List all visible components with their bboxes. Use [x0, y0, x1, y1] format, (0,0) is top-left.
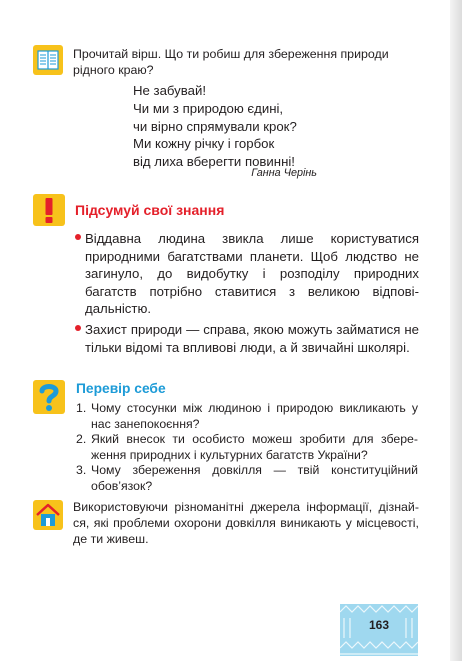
book-icon: [33, 45, 63, 75]
question-item: [76, 432, 418, 463]
summary-point: [75, 321, 419, 374]
poem-line: від лиха вберегти повинні!: [133, 154, 295, 170]
page-edge: [450, 0, 462, 661]
question-number: 2.: [76, 432, 87, 447]
summary-point: [75, 230, 419, 318]
bullet-icon: [75, 325, 81, 331]
summary-point-text: Захист природи — справа, якою можуть займатися не тільки відомі та впливові люди, а й звичайні школярі.: [85, 322, 419, 355]
question-number: 3.: [76, 463, 87, 478]
question-number: 1.: [76, 401, 87, 415]
reading-instruction: Прочитай вірш. Що ти робиш для збереження природи рідного краю?: [73, 47, 389, 77]
check-questions: [76, 401, 418, 495]
check-heading: Перевір себе: [76, 381, 166, 396]
poem-author: Ганна Черінь: [251, 167, 317, 179]
question-item: [76, 463, 418, 494]
bullet-icon: [75, 234, 81, 240]
page-number: 163: [368, 618, 390, 632]
summary-point-text: Віддавна людина звикла лише користуватися природними багатствами планети. Щоб людство не загинуло, до видобутку і розподілу природних багатств потрібно ставитися з великою відповідальністю.: [85, 231, 419, 317]
project-task: Використовуючи різноманітні джерела інформації, дізнайся, які проблеми охорони довкілля виникають у місцевості, де ти живеш.: [73, 500, 419, 546]
question-text: Який внесок ти особисто можеш зробити для збереження природних і культурних багатств України?: [91, 432, 418, 462]
question-text: Чому стосунки між людиною і природою викликають у нас занепокоєння?: [91, 401, 418, 431]
exclamation-icon: [33, 194, 65, 226]
poem-line: Ми кожну річку і горбок: [133, 136, 275, 152]
poem-line: Чи ми з природою єдині,: [133, 100, 284, 116]
question-mark-icon: [33, 380, 65, 414]
poem: [133, 82, 363, 171]
summary-heading: Підсумуй свої знання: [75, 202, 225, 218]
poem-line: Не забувай!: [133, 83, 206, 98]
page-number-tab: [340, 604, 418, 656]
poem-line: чи вірно спрямували крок?: [133, 118, 297, 134]
question-item: [76, 401, 418, 432]
question-text: Чому збереження довкілля — твій конституційний обов’язок?: [91, 463, 418, 493]
house-icon: [33, 500, 63, 530]
